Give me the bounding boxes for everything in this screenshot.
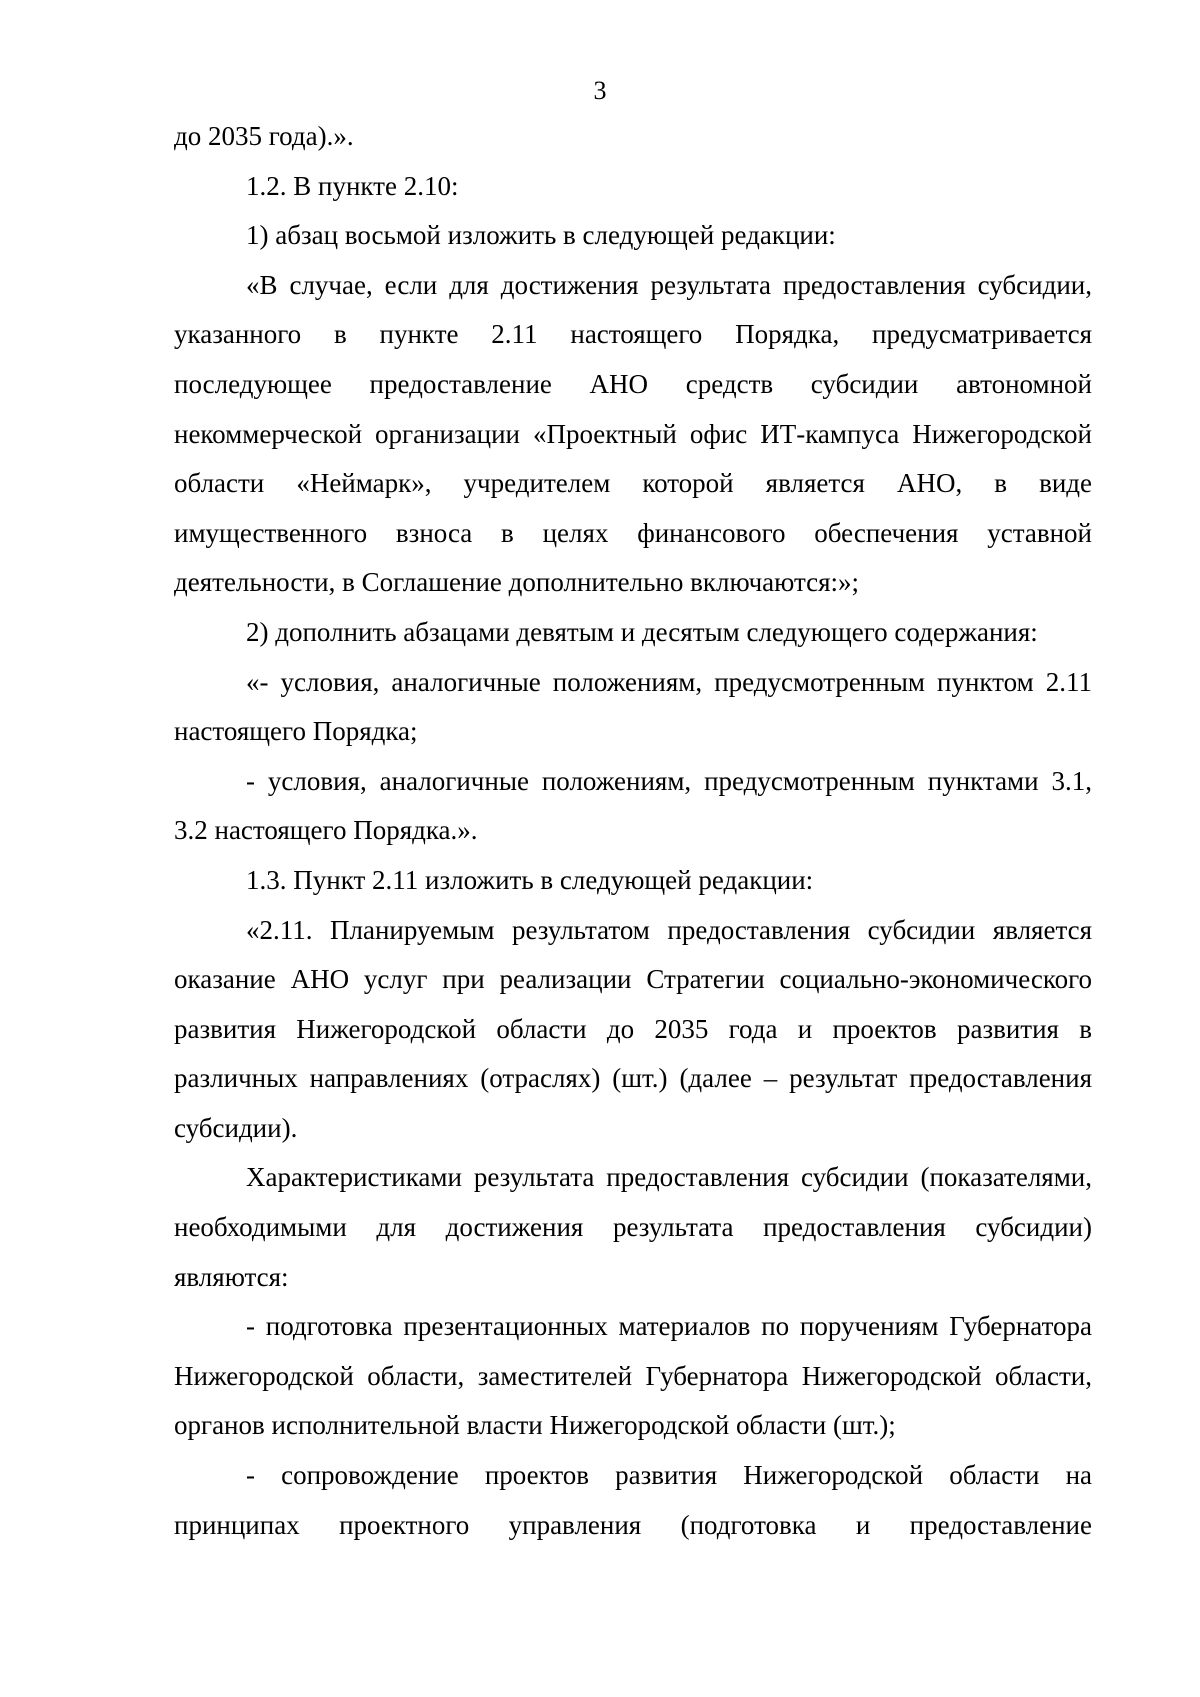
paragraph-item-1-2: 1.2. В пункте 2.10: bbox=[246, 170, 459, 201]
paragraph-characteristics: Характеристиками результата предоставления субсидии (показателями, необходимыми для достижения результата предоставления субсидии) являются: bbox=[174, 1162, 1092, 1292]
paragraph-subitem-2: 2) дополнить абзацами девятым и десятым следующего содержания: bbox=[246, 616, 1038, 647]
paragraph-list-item-projects: - сопровождение проектов развития Нижегородской области на принципах проектного управления (подготовка и предоставление bbox=[174, 1460, 1092, 1540]
page-number: 3 bbox=[593, 76, 607, 105]
paragraph-continuation: до 2035 года).». bbox=[174, 121, 354, 151]
paragraph-list-item-presentations: - подготовка презентационных материалов по поручениям Губернатора Нижегородской области, заместителей Губернатора Нижегородской области, органов исполнительной власти Нижегородской области (шт.); bbox=[174, 1311, 1092, 1441]
paragraph-condition-2: - условия, аналогичные положениям, предусмотренным пунктами 3.1, 3.2 настоящего Порядка.». bbox=[174, 765, 1092, 846]
paragraph-item-2-11: «2.11. Планируемым результатом предоставления субсидии является оказание АНО услуг при реализации Стратегии социально-экономического развития Нижегородской области до 2035 года и проектов развития в различных направлениях (отраслях) (шт.) (далее – результат предоставления субсидии). bbox=[174, 914, 1092, 1143]
paragraph-condition-1: «- условия, аналогичные положениям, предусмотренным пунктом 2.11 настоящего Порядка; bbox=[174, 666, 1092, 747]
paragraph-quote-abzac-8: «В случае, если для достижения результата предоставления субсидии, указанного в пункте 2.11 настоящего Порядка, предусматривается последующее предоставление АНО средств субсидии автономной некоммерческой организации «Проектный офис ИТ-кампуса Нижегородской области «Неймарк», учредителем которой является АНО, в виде имущественного взноса в целях финансового обеспечения уставной деятельности, в Соглашение дополнительно включаются:»; bbox=[174, 269, 1092, 598]
paragraph-item-1-3: 1.3. Пункт 2.11 изложить в следующей редакции: bbox=[246, 864, 814, 895]
document-body bbox=[174, 112, 1092, 1550]
paragraph-subitem-1: 1) абзац восьмой изложить в следующей редакции: bbox=[246, 220, 836, 251]
